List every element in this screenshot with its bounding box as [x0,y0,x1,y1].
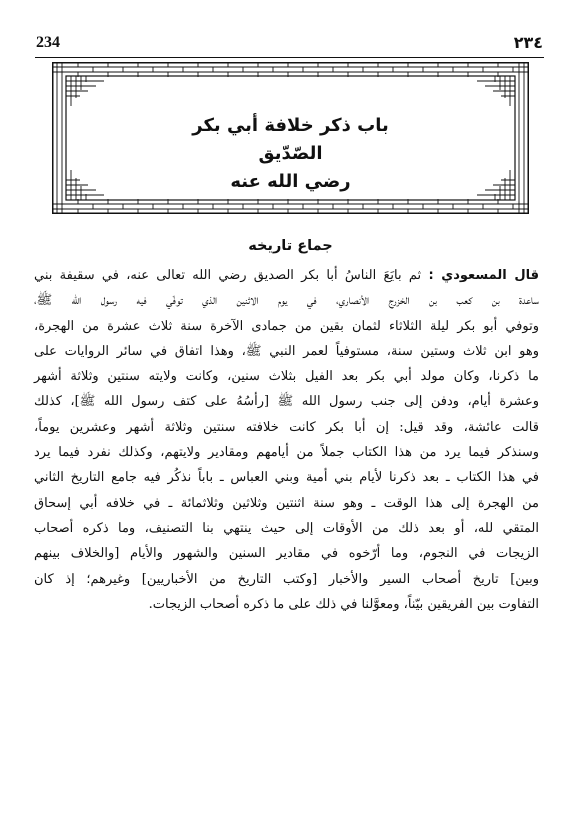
chapter-title-line-1: باب ذكر خلافة أبي بكر الصّدّيق [192,115,389,164]
page-number-arabic: ٢٣٤ [513,33,543,52]
text-line: وعشرة أيام، ودفن إلى جنب رسول الله ﷺ [رأسُهُ على كتف رسول الله ﷺ]، كذلك [34,394,539,410]
text-line: من الهجرة إلى هذا الوقت ـ وهو سنة اثنتين وثلاثين وثلاثمائة ـ في خلافه أبي إسحاق [34,495,539,511]
speaker-lead: قال المسعودي : [428,268,540,283]
text-line: المتقي لله، أو بعد ذلك من الأوقات إلى حيث ينتهي بنا التصنيف، وما ذكره أصحاب [34,520,539,536]
text-line: ساعدة بن كعب بن الخزرج الأنصاري، في يوم الاثنين الذي توفّي فيه رسول الله ﷺ، [34,293,539,309]
text-line: قالت عائشة، وقد قيل: إن أبا بكر كانت خلافته سنتين وثلاثة أشهر وعشرين يوماً، [34,419,539,435]
text-line-content: ثم بايَعَ الناسُ أبا بكر الصديق رضي الله تعالى عنه، في سقيفة بني [34,268,429,283]
text-line: الزيجات في النجوم، وما أرّخوه في مقادير السنين والشهور والأيام [والخلاف بينهم [34,546,539,562]
text-line: وهو ابن ثلاث وستين سنة، مستوفياً لعمر النبي ﷺ، وهذا اتفاق في سائر الروايات على [34,343,539,359]
chapter-title [162,112,419,196]
body-text [34,263,539,617]
section-heading: جماع تاريخه [248,238,333,254]
text-line: وتوفي أبو بكر ليلة الثلاثاء لثمان بقين من جمادى الآخرة سنة ثلاث عشرة من الهجرة، [34,318,539,334]
text-line: وسنذكر فيما يرد من هذا الكتاب جملاً من أيامهم ومقادير ولايتهم، وكذلك نفرد فيما يرد [34,445,539,461]
page-number-latin: 234 [36,34,60,51]
text-line: في هذا الكتاب ـ بعد ذكرنا لأيام بني أمية وبني العباس ـ باباً نذكُر فيه جامع التاريخ الثاني [34,470,539,486]
text-line [34,263,539,288]
header-rule [35,57,544,58]
text-line: وبين] تاريخ أصحاب السير والأخبار [وكتب التاريخ من الأخباريين] وغيرهم؛ إذ كان [34,571,539,587]
text-line: التفاوت بين الفريقين بيّناً، ومعوَّلنا في ذلك على ما ذكره أصحاب الزيجات. [148,596,539,612]
title-frame [52,62,529,214]
text-line: ما ذكرنا، وكان مولد أبي بكر بعد الفيل بثلاث سنين، وكانت ولايته سنتين وثلاثة أشهر [34,369,539,385]
chapter-title-line-2: رضي الله عنه [230,171,351,192]
